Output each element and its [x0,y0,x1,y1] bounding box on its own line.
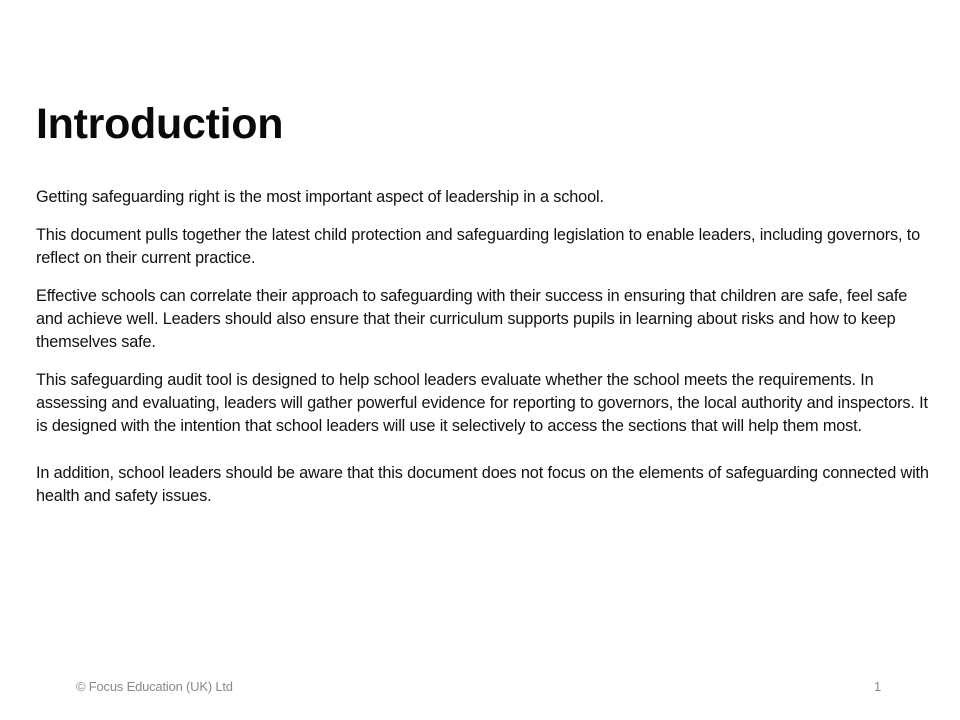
slide-body [36,186,931,508]
paragraph-document-purpose: This document pulls together the latest child protection and safeguarding legislation to enable leaders, including governors, to reflect on their current practice. [36,226,921,267]
footer-page-number: 1 [874,679,882,694]
paragraph-health-safety-note: In addition, school leaders should be aware that this document does not focus on the elements of safeguarding connected with health and safety issues. [36,464,929,505]
paragraph-intro: Getting safeguarding right is the most important aspect of leadership in a school. [36,188,604,206]
paragraph-audit-tool: This safeguarding audit tool is designed to help school leaders evaluate whether the school meets the requirements. In assessing and evaluating, leaders will gather powerful evidence for reporting to governors, the local authority and inspectors. It is designed with the intention that school leaders will use it selectively to access the sections that will help them most. [36,371,928,435]
slide-title: Introduction [36,100,284,148]
paragraph-effective-schools: Effective schools can correlate their approach to safeguarding with their success in ensuring that children are safe, feel safe and achieve well. Leaders should also ensure that their curriculum supports pupils in learning about risks and how to keep themselves safe. [36,287,908,351]
footer-copyright: © Focus Education (UK) Ltd [76,679,233,694]
